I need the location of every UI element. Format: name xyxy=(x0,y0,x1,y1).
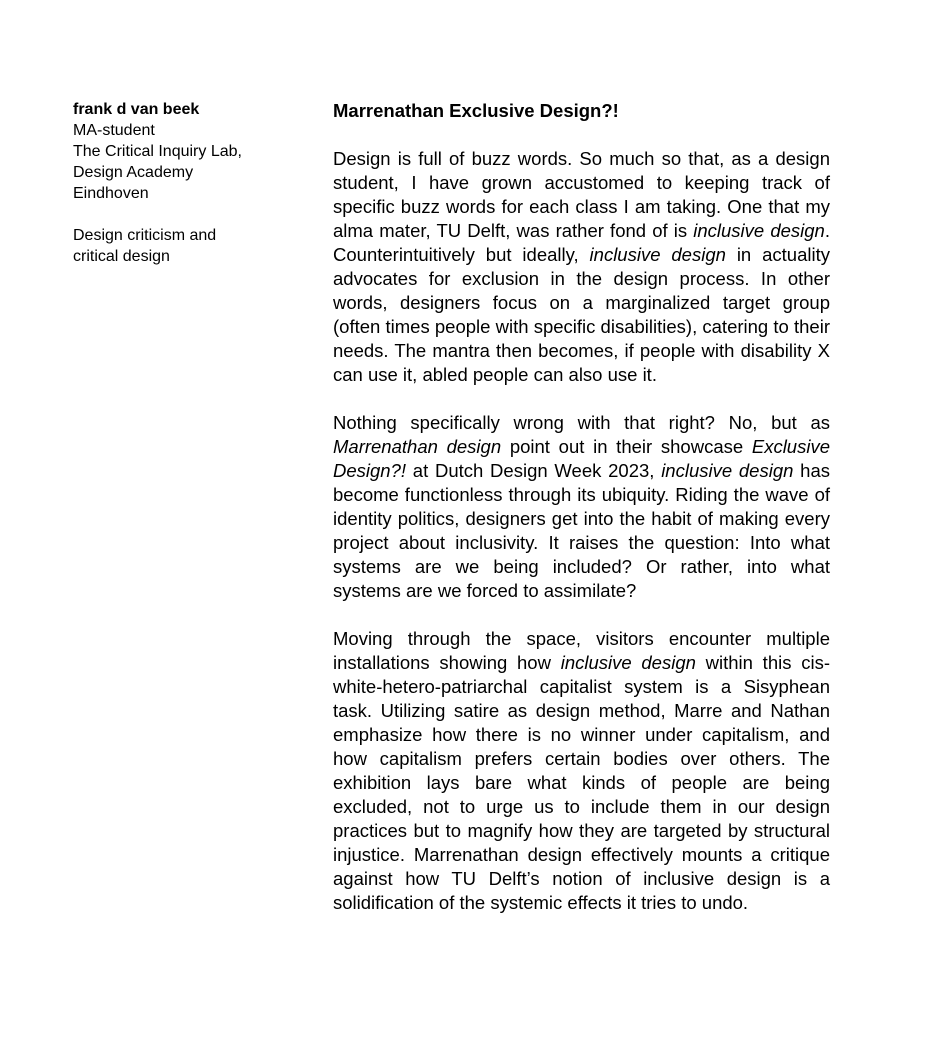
category-line-2: critical design xyxy=(73,248,170,265)
article-paragraph-3 xyxy=(333,627,830,915)
p2-text-1: Nothing specifically wrong with that right? No, but as xyxy=(333,412,830,433)
p1-emphasis-1: inclusive design xyxy=(693,220,825,241)
p1-text-1: Design is full of buzz words. So much so that, as a design student, I have grown accustomed to keeping track of specific buzz words for each class I am taking. One that my alma mater, TU Delft, was rather fond of is xyxy=(333,148,830,241)
author-sidebar xyxy=(73,99,303,267)
sidebar-spacer xyxy=(73,204,303,225)
p2-emphasis-2: Exclusive Design?! xyxy=(333,436,830,481)
p3-emphasis-1: inclusive design xyxy=(560,652,696,673)
article xyxy=(333,99,830,939)
p1-text-2: . Counterintuitively but ideally, xyxy=(333,220,830,265)
author-affiliation-line-3: Eindhoven xyxy=(73,185,149,202)
article-paragraph-2 xyxy=(333,411,830,603)
p2-text-3: at Dutch Design Week 2023, xyxy=(406,460,662,481)
author-affiliation-line-1: The Critical Inquiry Lab, xyxy=(73,143,242,160)
article-title: Marrenathan Exclusive Design?! xyxy=(333,100,619,121)
p3-text-2: within this cis-white-hetero-patriarchal capitalist system is a Sisyphean task. Utilizing satire as design method, Marre and Nathan emphasize how there is no winner under capitalism, and how capitalism prefers certain bodies over others. The exhibition lays bare what kinds of people are being excluded, not to urge us to include them in our design practices but to magnify how they are targeted by structural injustice. Marrenathan design effectively mounts a critique against how TU Delft’s notion of inclusive design is a solidification of the systemic effects it tries to undo. xyxy=(333,652,830,913)
p2-text-2: point out in their showcase xyxy=(501,436,752,457)
author-affiliation-line-2: Design Academy xyxy=(73,164,194,181)
author-name: frank d van beek xyxy=(73,101,200,118)
category-line-1: Design criticism and xyxy=(73,227,217,244)
author-role: MA-student xyxy=(73,122,155,139)
p2-emphasis-1: Marrenathan design xyxy=(333,436,502,457)
p1-text-3: in actuality advocates for exclusion in the design process. In other words, designers focus on a marginalized target group (often times people with specific disabilities), catering to their needs. The mantra then becomes, if people with disability X can use it, abled people can also use it. xyxy=(333,244,830,385)
p3-text-1: Moving through the space, visitors encounter multiple installations showing how xyxy=(333,628,830,673)
p2-emphasis-3: inclusive design xyxy=(661,460,794,481)
p2-text-4: has become functionless through its ubiquity. Riding the wave of identity politics, designers get into the habit of making every project about inclusivity. It raises the question: Into what systems are we being included? Or rather, into what systems are we forced to assimilate? xyxy=(333,460,831,601)
article-paragraph-1 xyxy=(333,147,830,387)
p1-emphasis-2: inclusive design xyxy=(589,244,726,265)
